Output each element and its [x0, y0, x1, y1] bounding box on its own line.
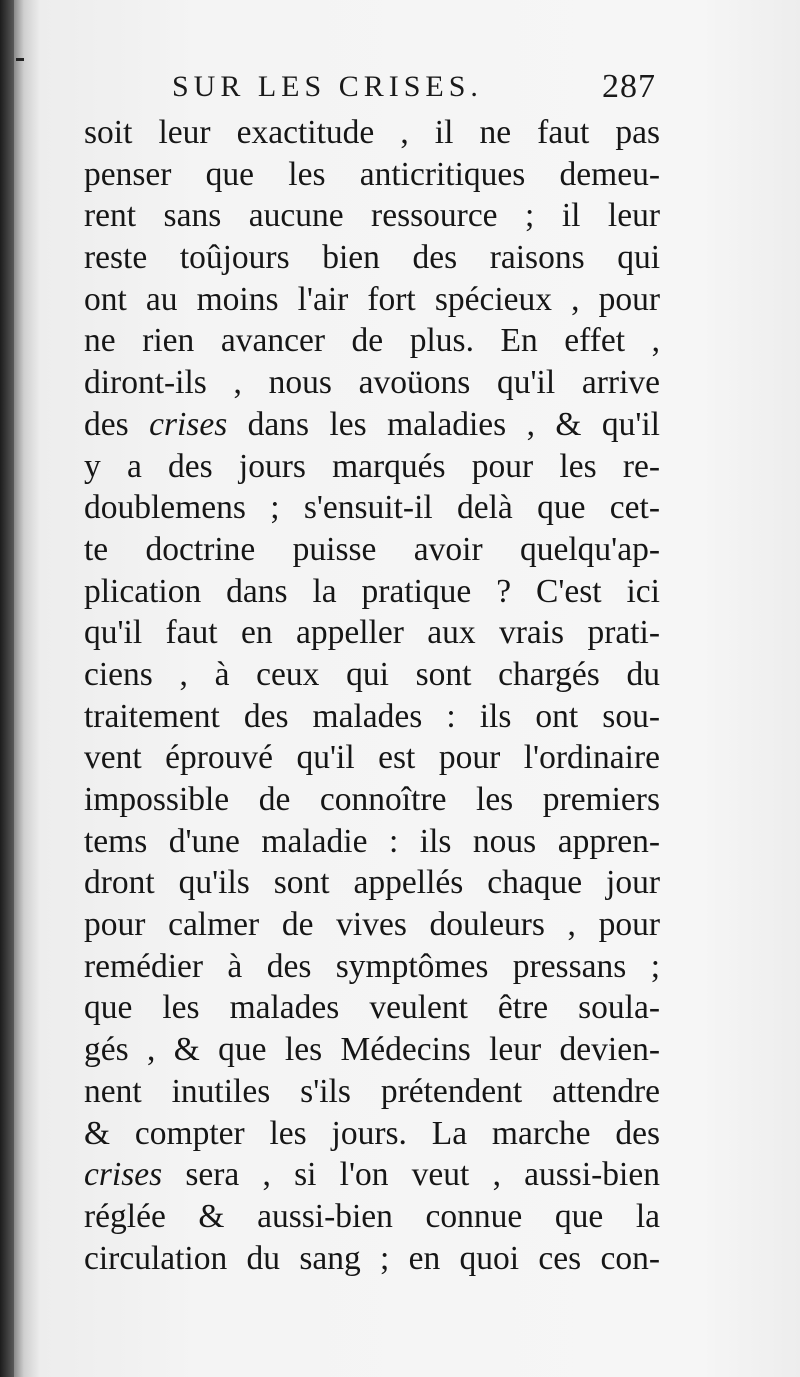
spine-mark [16, 58, 24, 61]
text-line: nent inutiles s'ils prétendent attendre [84, 1072, 660, 1110]
emphasized-term: crises [84, 1156, 163, 1194]
text-line: rent sans aucune ressource ; il leur [84, 197, 660, 235]
text-line: & compter les jours. La marche des [84, 1114, 660, 1152]
text-line: remédier à des symptômes pressans ; [84, 947, 660, 985]
text-line: pour calmer de vives douleurs , pour [84, 906, 660, 944]
text-line: soit leur exactitude , il ne faut pas [84, 114, 660, 151]
text-line: plication dans la pratique ? C'est ici [84, 572, 660, 610]
text-line: traitement des malades : ils ont sou- [84, 697, 660, 735]
text-line: reste toûjours bien des raisons qui [84, 239, 660, 277]
text-line: diront-ils , nous avoüons qu'il arrive [84, 364, 660, 402]
text-line: vent éprouvé qu'il est pour l'ordinaire [84, 739, 660, 777]
text-line: réglée & aussi-bien connue que la [84, 1197, 660, 1235]
text-line: impossible de connoître les premiers [84, 781, 660, 818]
running-title: SUR LES CRISES. [172, 70, 483, 103]
emphasized-term: crises [149, 405, 228, 443]
text-line: dront qu'ils sont appellés chaque jour [84, 864, 660, 902]
text-line: crises sera , si l'on veut , aussi-bien [84, 1156, 660, 1194]
text-line: circulation du sang ; en quoi ces con- [84, 1239, 660, 1277]
text-line: qu'il faut en appeller aux vrais prati- [84, 614, 660, 652]
text-line: ciens , à ceux qui sont chargés du [84, 655, 660, 693]
text-line: y a des jours marqués pour les re- [84, 447, 660, 485]
text-line: que les malades veulent être soula- [84, 989, 660, 1027]
text-line: ont au moins l'air fort spécieux , pour [84, 280, 660, 318]
body-text [84, 112, 660, 1279]
page-number: 287 [602, 68, 656, 105]
text-line: gés , & que les Médecins leur devien- [84, 1031, 660, 1069]
text-line: tems d'une maladie : ils nous appren- [84, 822, 660, 860]
text-line: te doctrine puisse avoir quelqu'ap- [84, 530, 660, 568]
text-line: ne rien avancer de plus. En effet , [84, 322, 660, 360]
text-line: des crises dans les maladies , & qu'il [84, 405, 660, 443]
running-head [84, 70, 660, 114]
text-line: doublemens ; s'ensuit-il delà que cet- [84, 489, 660, 527]
book-spine-shadow [0, 0, 14, 1377]
text-line: penser que les anticritiques demeu- [84, 155, 660, 193]
